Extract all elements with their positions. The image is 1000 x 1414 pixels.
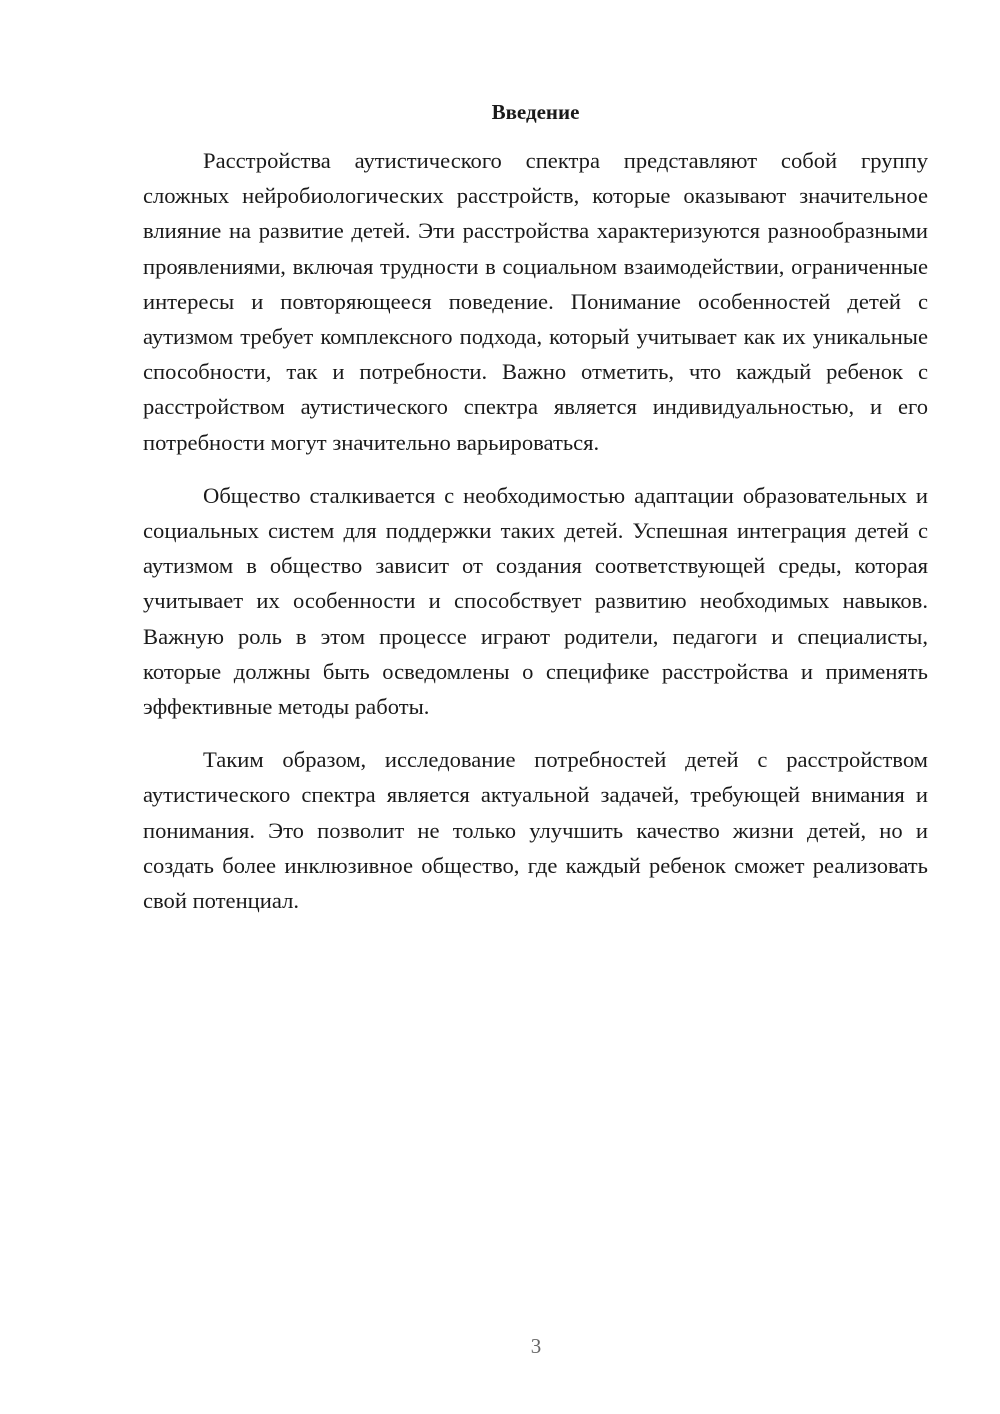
paragraph-3: Таким образом, исследование потребностей детей с расстройством аутистического спектра является актуальной задачей, требующей внимания и понимания. Это позволит не только улучшить качество жизни детей, но и создать более инклюзивное общество, где каждый ребенок сможет реализовать свой потенциал. bbox=[143, 747, 928, 914]
page-number: 3 bbox=[530, 1334, 542, 1358]
paragraph-1: Расстройства аутистического спектра представляют собой группу сложных нейробиологических расстройств, которые оказывают значительное влияние на развитие детей. Эти расстройства характеризуются разнообразными проявлениями, включая трудности в социальном взаимодействии, ограниченные интересы и повторяющееся поведение. Понимание особенностей детей с аутизмом требует комплексного подхода, который учитывает как их уникальные способности, так и потребности. Важно отметить, что каждый ребенок с расстройством аутистического спектра является индивидуальностью, и его потребности могут значительно варьироваться. bbox=[143, 148, 928, 455]
body-text bbox=[143, 143, 928, 936]
section-heading: Введение bbox=[491, 100, 580, 124]
paragraph-2: Общество сталкивается с необходимостью адаптации образовательных и социальных систем для поддержки таких детей. Успешная интеграция детей с аутизмом в общество зависит от создания соответствующей среды, которая учитывает их особенности и способствует развитию необходимых навыков. Важную роль в этом процессе играют родители, педагоги и специалисты, которые должны быть осведомлены о специфике расстройства и применять эффективные методы работы. bbox=[143, 482, 928, 720]
